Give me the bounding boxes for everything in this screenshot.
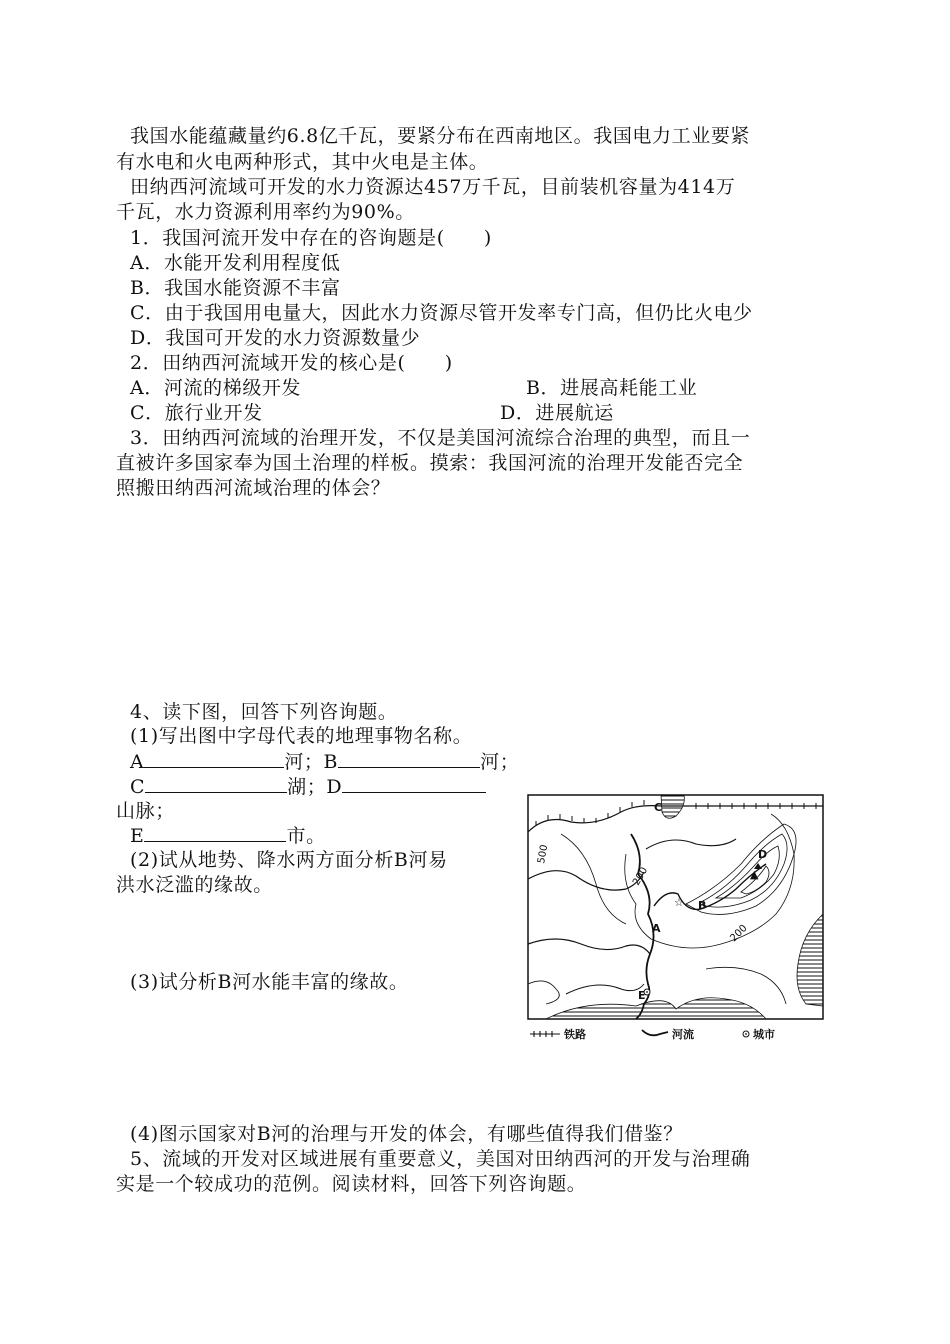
map-svg	[526, 794, 826, 1048]
question-3-line: 直被许多国家奉为国土治理的样板。摸索：我国河流的治理开发能否完全	[116, 452, 744, 474]
blank-c[interactable]	[145, 774, 287, 793]
map-label-d: D	[758, 848, 768, 861]
intro-line: 田纳西河流域可开发的水力资源达457万千瓦，目前装机容量为414万	[130, 176, 736, 198]
blank-b[interactable]	[338, 749, 480, 768]
question-4-stem: 4、读下图，回答下列咨询题。	[130, 701, 398, 723]
question-1-option-c: C．由于我国用电量大，因此水力资源尽管开发率专门高，但仍比火电少	[130, 302, 753, 324]
question-2-option-a: A．河流的梯级开发	[130, 377, 302, 399]
legend-city-label: 城市	[753, 1028, 775, 1041]
legend-railway-label: 铁路	[564, 1028, 586, 1041]
contour-500	[561, 834, 626, 924]
blank-d-suffix: 山脉；	[116, 800, 175, 822]
river-west-tributary	[528, 871, 644, 890]
question-4-part-2: (2)试从地势、降水两方面分析B河易	[130, 849, 448, 871]
blank-b-suffix: 河；	[480, 751, 520, 773]
question-2-option-d: D．进展航运	[500, 402, 614, 424]
question-4-part-4: (4)图示国家对B河的治理与开发的体会，有哪些值得我们借鉴？	[130, 1123, 683, 1145]
question-4-part-2: 洪水泛滥的缘故。	[116, 874, 273, 896]
question-2-option-b: B．进展高耗能工业	[526, 377, 698, 399]
map-label-a: A	[652, 922, 661, 935]
question-5-line: 实是一个较成功的范例。阅读材料，回答下列咨询题。	[116, 1173, 587, 1195]
map-label-e: E	[638, 989, 646, 1002]
mountain-d-contour	[701, 834, 787, 907]
blank-a[interactable]	[144, 749, 284, 768]
legend-city-icon	[745, 1033, 747, 1035]
ocean-water	[797, 914, 823, 1006]
map-label-b: B	[698, 899, 707, 912]
question-1-option-d: D．我国可开发的水力资源数量少	[130, 327, 421, 349]
lake-c-water	[661, 795, 684, 818]
intro-line: 我国水能蕴藏量约6.8亿千瓦，要紧分布在西南地区。我国电力工业要紧	[130, 125, 751, 147]
star-icon: ☆	[674, 896, 684, 909]
mountain-d-contour	[716, 846, 779, 898]
blank-e-prefix: E	[130, 825, 145, 847]
question-1-option-a: A．水能开发利用程度低	[130, 252, 341, 274]
blank-d-prefix: D	[326, 776, 343, 798]
blank-a-suffix: 河；	[284, 751, 324, 773]
blank-a-prefix: A	[130, 751, 145, 773]
contour-label-200: 200	[631, 865, 651, 888]
question-1-stem: 1．我国河流开发中存在的咨询题是( )	[130, 227, 492, 249]
legend-railway-icon	[530, 1031, 560, 1037]
question-3-line: 3．田纳西河流域的治理开发，不仅是美国河流综合治理的典型，而且一	[130, 427, 751, 449]
tennessee-river-map	[526, 794, 826, 1048]
blank-e-suffix: 市。	[286, 825, 326, 847]
river-ohio	[646, 839, 736, 849]
contour-line	[528, 981, 559, 1004]
contour-label-200: 200	[728, 922, 750, 945]
legend-river-icon	[642, 1030, 668, 1035]
contour-200-outer	[625, 814, 794, 948]
blank-row-cd	[130, 774, 486, 800]
intro-line: 千瓦，水力资源利用率约为90%。	[116, 201, 415, 223]
question-2-option-c: C．旅行业开发	[130, 402, 263, 424]
blank-row-e	[130, 823, 326, 849]
contour-label-500: 500	[536, 843, 551, 865]
legend-river-label: 河流	[672, 1028, 694, 1041]
intro-line: 有水电和火电两种形式，其中火电是主体。	[116, 151, 489, 173]
map-legend	[530, 1027, 775, 1041]
map-label-c: C	[654, 801, 663, 814]
question-4-part-1: (1)写出图中字母代表的地理事物名称。	[130, 725, 473, 747]
question-3-line: 照搬田纳西河流域治理的体会？	[116, 477, 391, 499]
blank-d[interactable]	[342, 774, 486, 793]
question-1-option-b: B．我国水能资源不丰富	[130, 277, 341, 299]
blank-e[interactable]	[144, 823, 286, 842]
blank-c-prefix: C	[130, 776, 146, 798]
blank-row-ab	[130, 749, 519, 775]
gulf-water	[546, 998, 766, 1019]
question-4-part-3: (3)试分析B河水能丰富的缘故。	[130, 971, 409, 993]
river-west-tributary	[528, 939, 650, 954]
city-e-icon	[646, 991, 648, 993]
question-2-stem: 2．田纳西河流域开发的核心是( )	[130, 352, 453, 374]
blank-c-suffix: 湖；	[287, 776, 327, 798]
question-5-line: 5、流域的开发对区域进展有重要意义，美国对田纳西河的开发与治理确	[130, 1148, 751, 1170]
blank-b-prefix: B	[323, 751, 339, 773]
map-label-peak: ▲	[750, 868, 759, 881]
river-west-tributary	[566, 984, 644, 994]
